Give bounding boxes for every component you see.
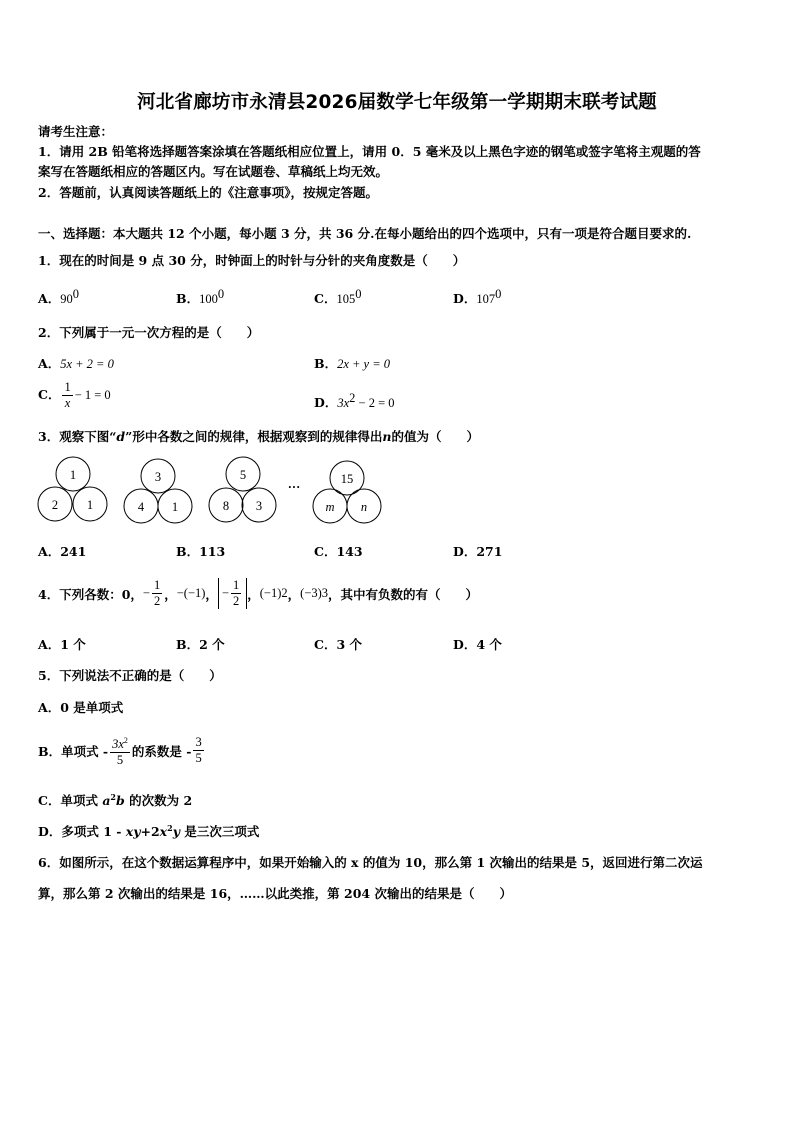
absolute-value <box>218 578 247 609</box>
option-value: 100 <box>199 292 218 306</box>
separator: ， <box>205 586 218 602</box>
option-label: C． <box>314 291 337 306</box>
option-label: B． <box>176 544 200 559</box>
fraction <box>193 735 203 766</box>
circle-group-3 <box>209 457 276 522</box>
q1-option-d[interactable] <box>453 287 501 307</box>
option-superscript: 0 <box>495 287 502 301</box>
q3-option-b[interactable] <box>176 542 225 560</box>
option-value: 4 个 <box>476 637 502 652</box>
q4-option-c[interactable] <box>314 635 362 653</box>
circle-right-label: 1 <box>171 500 179 514</box>
fraction-numerator: 1 <box>64 380 71 394</box>
question-4-stem <box>38 578 478 609</box>
question-6-line-2: 算，那么第 2 次输出的结果是 16，……以此类推，第 204 次输出的结果是（ ） <box>38 886 512 901</box>
option-label: C． <box>314 544 337 559</box>
minus-sign: − <box>221 586 229 600</box>
fraction-numerator <box>110 733 130 753</box>
circle-top-label: 3 <box>154 470 162 484</box>
circle-right-label: 3 <box>255 499 263 513</box>
circle-left-label: 8 <box>222 499 230 513</box>
option-label: B． <box>314 356 338 371</box>
circle-left-label: 2 <box>51 498 59 512</box>
stem-text: 4．下列各数：0， <box>38 586 143 602</box>
q1-option-b[interactable] <box>176 287 224 307</box>
q5-option-d[interactable] <box>38 822 259 840</box>
fraction-numerator: 1 <box>233 578 240 592</box>
stem-text: ，其中有负数的有（ ） <box>328 586 479 602</box>
option-text: D．多项式 1 - <box>38 824 126 839</box>
circle-top-label: 5 <box>239 468 247 482</box>
expression: (−1) <box>259 586 282 600</box>
option-value: 113 <box>199 544 226 559</box>
q1-option-c[interactable] <box>314 287 361 307</box>
option-label: D． <box>453 544 477 559</box>
option-value: 90 <box>60 292 73 306</box>
option-label: A． <box>38 291 61 306</box>
fraction-numerator: 3 <box>195 735 202 749</box>
option-text: B．单项式 - <box>38 743 109 759</box>
q4-option-a[interactable] <box>38 635 86 653</box>
option-label: B． <box>176 637 200 652</box>
variable: y <box>172 824 180 839</box>
d-shape-figure <box>0 456 794 536</box>
q1-option-a[interactable] <box>38 287 79 307</box>
q2-option-c[interactable] <box>38 380 111 411</box>
notice-heading: 请考生注意： <box>38 124 114 139</box>
notice-item-1-line-2: 案写在答题纸相应的答题区内。写在试题卷、草稿纸上均无效。 <box>38 164 389 179</box>
q4-option-b[interactable] <box>176 635 225 653</box>
option-value: 271 <box>476 544 503 559</box>
variable: xy <box>125 824 141 839</box>
option-text: C．单项式 <box>38 793 103 808</box>
option-value-rest: − 2 = 0 <box>355 396 395 410</box>
q2-option-d[interactable] <box>314 391 395 411</box>
q4-option-d[interactable] <box>453 635 502 653</box>
option-superscript: 0 <box>217 287 225 301</box>
exponent: 2 <box>123 736 128 745</box>
stem-text: 的值为（ ） <box>391 429 479 444</box>
exponent: 3 <box>321 586 329 600</box>
section-heading: 一、选择题：本大题共 12 个小题，每小题 3 分，共 36 分.在每小题给出的四个选项中，只有一项是符合题目要求的. <box>38 226 692 241</box>
separator: ， <box>164 586 177 602</box>
q5-option-c[interactable] <box>38 791 192 809</box>
circle-group-2 <box>124 459 192 523</box>
option-text: 的系数是 - <box>131 743 192 759</box>
stem-text: ”形中各数之间的规律，根据观察到的规律得出 <box>125 429 383 444</box>
q2-option-a[interactable] <box>38 354 114 372</box>
option-value: 105 <box>336 292 356 306</box>
stem-variable-d: d <box>116 429 126 444</box>
minus-sign: − <box>142 586 150 600</box>
fraction-denominator: 2 <box>153 594 161 608</box>
option-text: 的次数为 2 <box>124 793 193 808</box>
option-label: D． <box>453 291 477 306</box>
option-label: D． <box>453 637 477 652</box>
fraction-denominator: 5 <box>116 753 124 767</box>
option-label: B． <box>176 291 200 306</box>
option-label: C． <box>314 637 337 652</box>
option-value: 241 <box>60 544 87 559</box>
circle-right-label: 1 <box>86 498 94 512</box>
exponent: 2 <box>110 792 116 802</box>
ellipsis: ··· <box>287 480 301 494</box>
separator: ， <box>247 586 260 602</box>
expression: −(−1) <box>176 586 206 600</box>
fraction <box>231 578 241 609</box>
option-value: 5x + 2 = 0 <box>60 357 114 371</box>
option-value: 2 个 <box>199 637 225 652</box>
circle-left-label: 4 <box>137 500 145 514</box>
stem-variable-n: n <box>382 429 392 444</box>
notice-item-2: 2．答题前，认真阅读答题纸上的《注意事项》，按规定答题。 <box>38 185 378 200</box>
question-6-line-1: 6．如图所示，在这个数据运算程序中，如果开始输入的 x 的值为 10，那么第 1 次输出的结果是 5，返回进行第二次运 <box>38 855 703 870</box>
option-label: A． <box>38 356 61 371</box>
option-label: D． <box>314 395 338 410</box>
circle-left-label: m <box>325 500 335 514</box>
separator: ， <box>287 586 301 602</box>
expression: (−3) <box>300 586 322 600</box>
fraction <box>152 578 162 609</box>
variable: x <box>159 824 168 839</box>
option-label: A． <box>38 637 61 652</box>
stem-text: 3．观察下图“ <box>38 429 117 444</box>
q5-option-b[interactable] <box>38 733 206 768</box>
option-superscript: 0 <box>72 287 79 301</box>
fraction-denominator: 2 <box>233 594 240 608</box>
option-text: +2 <box>140 824 160 839</box>
circle-group-4 <box>313 461 381 523</box>
option-text: 是三次三项式 <box>179 824 260 839</box>
question-1-stem: 1．现在的时间是 9 点 30 分，时钟面上的时针与分针的夹角度数是（ ） <box>38 253 466 268</box>
option-value: − 1 = 0 <box>74 388 111 402</box>
fraction <box>62 380 72 411</box>
option-label: A． <box>38 544 61 559</box>
circle-right-label: n <box>360 500 368 514</box>
notice-item-1-line-1: 1．请用 2B 铅笔将选择题答案涂填在答题纸相应位置上，请用 0．5 毫米及以上黑色字迹的钢笔或签字笔将主观题的答 <box>38 144 701 159</box>
option-superscript: 2 <box>349 391 356 405</box>
circle-top-label: 1 <box>69 468 77 482</box>
option-value: 3x <box>337 396 350 410</box>
option-value: 107 <box>476 292 496 306</box>
exponent: 2 <box>281 586 288 600</box>
exponent: 2 <box>167 823 173 833</box>
option-value: 1 个 <box>60 637 86 652</box>
fraction-numerator: 1 <box>153 578 161 592</box>
fraction <box>110 733 130 768</box>
circle-group-1 <box>38 457 107 521</box>
question-2-stem: 2．下列属于一元一次方程的是（ ） <box>38 325 260 340</box>
option-value: 143 <box>336 544 363 559</box>
page-title: 河北省廊坊市永清县2026届数学七年级第一学期期末联考试题 <box>137 92 657 113</box>
question-3-stem <box>38 427 479 445</box>
circle-top-label: 15 <box>340 472 354 486</box>
option-value: 2x + y = 0 <box>337 357 391 371</box>
fraction-denominator: 5 <box>195 751 202 765</box>
q3-option-d[interactable] <box>453 542 502 560</box>
q3-option-a[interactable] <box>38 542 86 560</box>
variable: a <box>102 793 111 808</box>
option-value: 3 个 <box>336 637 363 652</box>
q2-option-b[interactable] <box>314 354 390 372</box>
fraction-denominator: x <box>64 396 71 410</box>
variable: b <box>116 793 125 808</box>
q3-option-c[interactable] <box>314 542 363 560</box>
option-label: C． <box>38 387 61 402</box>
monomial: 3x <box>112 737 124 751</box>
q5-option-a[interactable]: A．0 是单项式 <box>38 700 124 715</box>
question-5-stem: 5．下列说法不正确的是（ ） <box>38 668 222 683</box>
option-superscript: 0 <box>355 287 362 301</box>
